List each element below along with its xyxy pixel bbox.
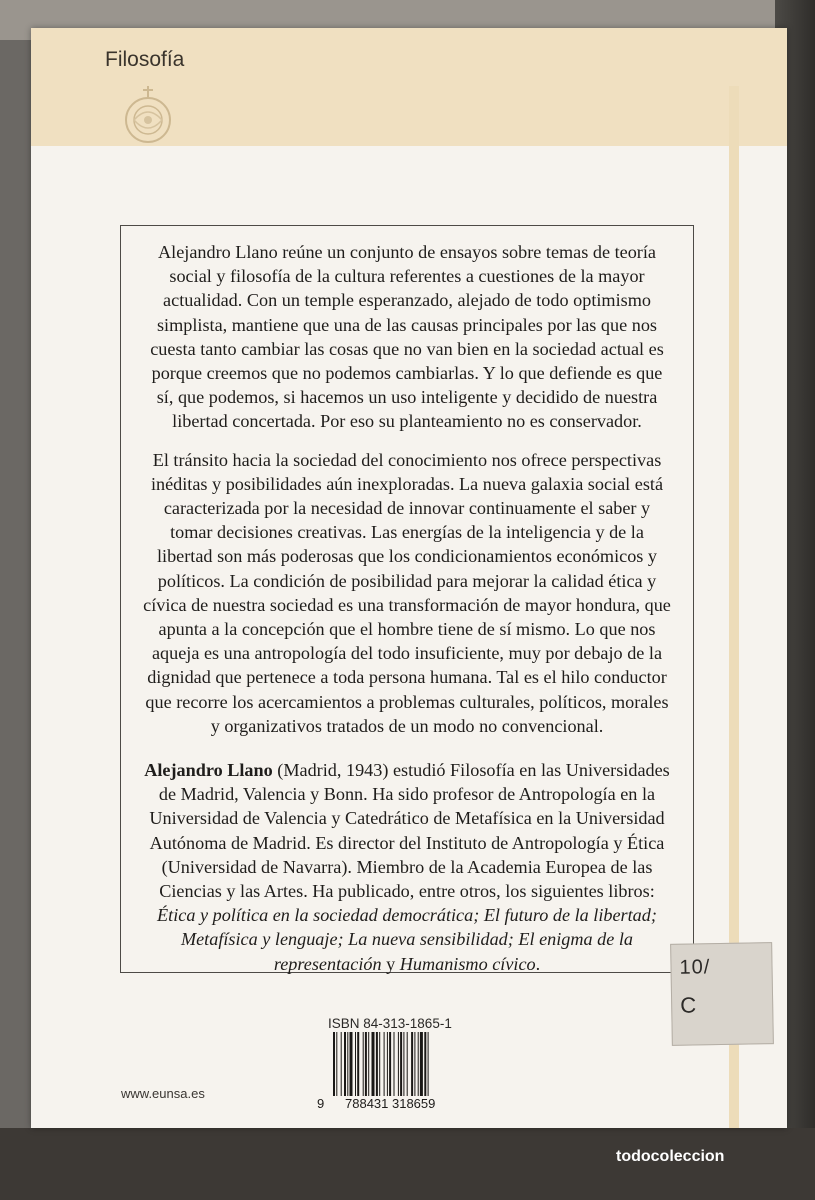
synopsis-box bbox=[120, 225, 694, 973]
book-titles-connector: y bbox=[381, 953, 400, 974]
isbn-label: ISBN 84-313-1865-1 bbox=[328, 1016, 452, 1031]
barcode-digits: 788431 318659 bbox=[333, 1096, 515, 1111]
bio-end: . bbox=[535, 953, 541, 974]
barcode-first-digit: 9 bbox=[317, 1096, 325, 1111]
sticker-line-1: 10/ bbox=[679, 956, 711, 979]
book-back-cover bbox=[31, 28, 787, 1128]
barcode-bars bbox=[331, 1032, 499, 1098]
synopsis-paragraph-1: Alejandro Llano reúne un conjunto de ensayos sobre temas de teoría social y filosofía de la cultura referentes a cuestiones de la mayor actualidad. Con un temple esperanzado, alejado de todo optimismo simplista, mantiene que una de las causas principales por las que nos cuesta tanto cambiar las cosas que no van bien en la sociedad actual es porque creemos que no podemos cambiarlas. Y lo que defiende es que sí, que podemos, si hacemos un uso inteligente y decidido de nuestra libertad concertada. Por eso su planteamiento no es conservador. bbox=[150, 242, 664, 432]
book-title-last: Humanismo cívico bbox=[399, 953, 536, 974]
book-titles: Ética y política en la sociedad democrática; El futuro de la libertad; Metafísica y lenguaje; La nueva sensibilidad; El enigma de la representación bbox=[157, 905, 657, 974]
synopsis-paragraph-2: El tránsito hacia la sociedad del conocimiento nos ofrece perspectivas inéditas y posibilidades aún inexploradas. La nueva galaxia social está caracterizada por la necesidad de innovar continuamente el saber y tomar decisiones creativas. Las energías de la inteligencia y de la libertad son más poderosas que los condicionamientos económicos y políticos. La condición de posibilidad para mejorar la calidad ética y cívica de nuestra sociedad es una transformación de mayor hondura, que apunta a la concepción que el hombre tiene de sí mismo. Lo que nos aqueja es una antropología del todo insuficiente, muy por debajo de la dignidad que pertenece a toda persona humana. Tal es el hilo conductor que recorre los acercamientos a problemas culturales, políticos, morales y organizativos tratados de un modo no convencional. bbox=[143, 449, 671, 736]
publisher-emblem-icon bbox=[117, 80, 179, 148]
author-name: Alejandro Llano bbox=[144, 760, 273, 781]
sticker-line-2: C bbox=[679, 992, 698, 1018]
series-label: Filosofía bbox=[105, 48, 185, 71]
author-bio-text: (Madrid, 1943) estudió Filosofía en las Universidades de Madrid, Valencia y Bonn. Ha sido profesor de Antropología en la Universidad de Valencia y Catedrático de Metafísica en la Universidad Autónoma de Madrid. Es director del Instituto de Antropología y Ética (Universidad de Navarra). Miembro de la Academia Europea de las Ciencias y las Artes. Ha publicado, entre otros, los siguientes libros: bbox=[149, 760, 670, 902]
author-bio bbox=[143, 758, 671, 976]
publisher-website: www.eunsa.es bbox=[121, 1086, 205, 1101]
price-sticker bbox=[670, 942, 774, 1046]
watermark: todocoleccion bbox=[616, 1148, 725, 1165]
